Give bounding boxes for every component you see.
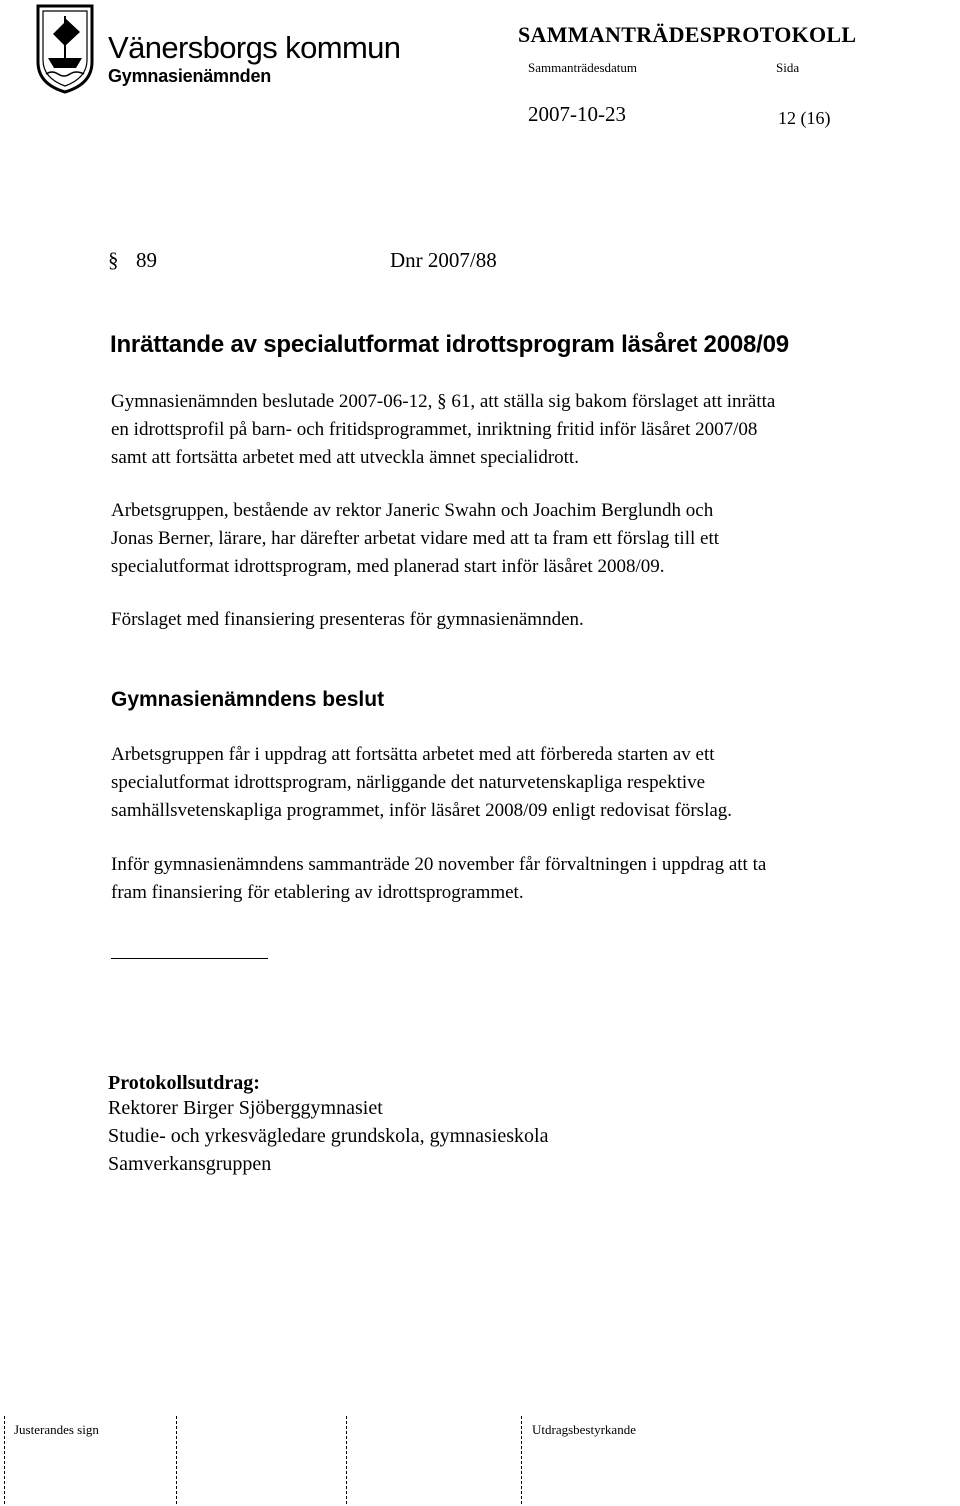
paragraph-line: Gymnasienämnden beslutade 2007-06-12, § 61, att ställa sig bakom förslaget att inrätta: [111, 391, 776, 412]
paragraph-line: Jonas Berner, lärare, har därefter arbetat vidare med att ta fram ett förslag till ett: [111, 528, 719, 549]
decision-paragraph: [111, 741, 732, 825]
paragraph-line: Arbetsgruppen, bestående av rektor Janeric Swahn och Joachim Berglundh och: [111, 500, 714, 521]
task-paragraph: [111, 851, 766, 907]
case-number: Dnr 2007/88: [390, 248, 497, 272]
decision-heading: Gymnasienämndens beslut: [111, 688, 385, 711]
paragraph-line: samt att fortsätta arbetet med att utveckla ämnet specialidrott.: [111, 447, 579, 468]
signature-label: Justerandes sign: [14, 1422, 99, 1437]
paragraph-line: samhällsvetenskapliga programmet, inför läsåret 2008/09 enligt redovisat förslag.: [111, 800, 733, 821]
extract-verification-label: Utdragsbestyrkande: [532, 1422, 636, 1437]
signature-box-divider: [521, 1416, 522, 1504]
recipient-list: [108, 1094, 548, 1178]
signature-box-divider: [346, 1416, 347, 1504]
recipient-item: Samverkansgruppen: [108, 1153, 272, 1175]
board-name: Gymnasienämnden: [108, 66, 272, 86]
municipality-seal-logo: [34, 2, 96, 94]
paragraph-line: fram finansiering för etablering av idrottsprogrammet.: [111, 882, 524, 903]
proposal-paragraph: Förslaget med finansiering presenteras för gymnasienämnden.: [111, 609, 584, 630]
paragraph-line: specialutformat idrottsprogram, närliggande det naturvetenskapliga respektive: [111, 772, 706, 793]
protocol-extract-heading: Protokollsutdrag:: [108, 1072, 260, 1094]
paragraph-line: Inför gymnasienämndens sammanträde 20 november får förvaltningen i uppdrag att ta: [111, 854, 767, 875]
paragraph-line: en idrottsprofil på barn- och fritidsprogrammet, inriktning fritid inför läsåret 2007/08: [111, 419, 758, 440]
signature-box-divider: [4, 1416, 5, 1504]
section-number: 89: [136, 248, 157, 272]
meeting-date-label: Sammanträdesdatum: [528, 60, 638, 75]
document-type: SAMMANTRÄDESPROTOKOLL: [518, 22, 857, 47]
recipient-item: Rektorer Birger Sjöberggymnasiet: [108, 1097, 383, 1119]
signature-footer: [0, 1416, 960, 1506]
page-number: 12 (16): [778, 108, 831, 128]
section-symbol: §: [108, 248, 119, 272]
document-title: Inrättande av specialutformat idrottsprogram läsåret 2008/09: [110, 331, 789, 358]
recipient-item: Studie- och yrkesvägledare grundskola, gymnasieskola: [108, 1125, 549, 1147]
divider-rule: [111, 958, 268, 959]
intro-paragraph: [111, 388, 775, 472]
paragraph-line: Arbetsgruppen får i uppdrag att fortsätta arbetet med att förbereda starten av ett: [111, 744, 715, 765]
meeting-date-value: 2007-10-23: [528, 102, 626, 126]
working-group-paragraph: [111, 497, 719, 581]
signature-box-divider: [176, 1416, 177, 1504]
paragraph-line: specialutformat idrottsprogram, med planerad start inför läsåret 2008/09.: [111, 556, 665, 577]
organization-name: Vänersborgs kommun: [108, 30, 401, 65]
page-label: Sida: [776, 60, 800, 75]
